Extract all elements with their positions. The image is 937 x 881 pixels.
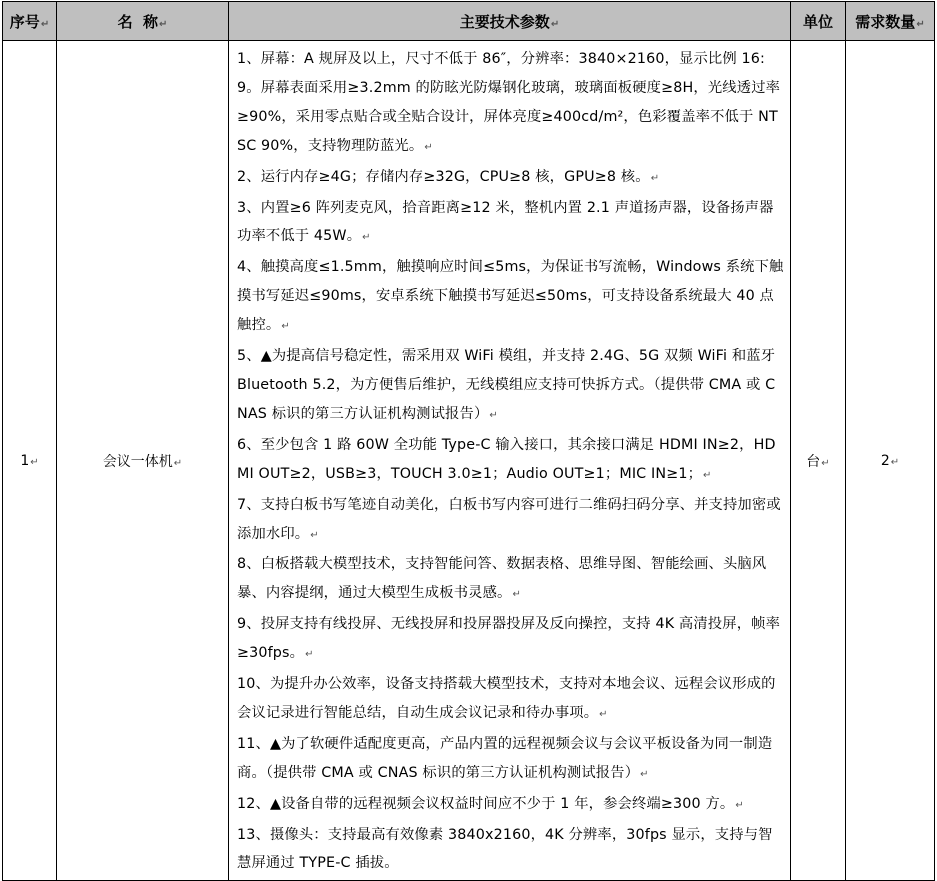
paragraph-mark-icon: ↵ <box>281 321 290 333</box>
cell-name: 会议一体机↵ <box>57 41 229 881</box>
paragraph-mark-icon: ↵ <box>599 708 608 720</box>
paragraph-mark-icon: ↵ <box>916 18 925 30</box>
param-item: 13、摄像头：支持最高有效像素 3840x2160，4K 分辨率，30fps 显示，支持与智慧屏通过 TYPE-C 插拔。 <box>237 826 773 872</box>
param-item: 7、支持白板书写笔迹自动美化，白板书写内容可进行二维码扫码分享、并支持加密或添加水印。↵ <box>237 496 781 542</box>
spec-table <box>2 1 935 881</box>
cell-params <box>229 41 791 881</box>
param-item: 1、屏幕：A 规屏及以上，尺寸不低于 86″，分辨率：3840×2160，显示比例 16:9。屏幕表面采用≥3.2mm 的防眩光防爆钢化玻璃，玻璃面板硬度≥8H，光线透过率≥90%，采用零点贴合或全贴合设计，屏体亮度≥400cd/m²，色彩覆盖率不低于 NTSC 90%，支持物理防蓝光。↵ <box>237 51 781 154</box>
paragraph-mark-icon: ↵ <box>489 409 498 421</box>
paragraph-mark-icon: ↵ <box>650 172 660 184</box>
header-seq: 序号↵ <box>3 2 57 41</box>
paragraph-mark-icon: ↵ <box>30 456 39 468</box>
param-item: 6、至少包含 1 路 60W 全功能 Type-C 输入接口，其余接口满足 HDMI IN≥2，HDMI OUT≥2，USB≥3，TOUCH 3.0≥1；Audio OUT≥1；MIC IN≥1；↵ <box>237 436 776 482</box>
paragraph-mark-icon: ↵ <box>173 457 183 469</box>
header-name: 名 称↵ <box>57 2 229 41</box>
header-row <box>3 2 935 41</box>
cell-unit: 台↵ <box>791 41 846 881</box>
paragraph-mark-icon: ↵ <box>735 799 744 811</box>
cell-seq: 1↵ <box>3 41 57 881</box>
paragraph-mark-icon: ↵ <box>424 141 433 153</box>
header-params: 主要技术参数↵ <box>229 2 791 41</box>
paragraph-mark-icon: ↵ <box>305 649 314 661</box>
paragraph-mark-icon: ↵ <box>512 589 522 601</box>
param-item: 9、投屏支持有线投屏、无线投屏和投屏器投屏及反向操控，支持 4K 高清投屏，帧率≥30fps。↵ <box>237 616 781 662</box>
paragraph-mark-icon: ↵ <box>890 456 900 468</box>
header-qty: 需求数量↵ <box>846 2 935 41</box>
header-unit: 单位 <box>791 2 846 41</box>
param-item: 8、白板搭载大模型技术，支持智能问答、数据表格、思维导图、智能绘画、头脑风暴、内容提纲，通过大模型生成板书灵感。↵ <box>237 556 767 602</box>
paragraph-mark-icon: ↵ <box>310 529 319 541</box>
paragraph-mark-icon: ↵ <box>821 457 830 469</box>
table-row <box>3 41 935 881</box>
param-item: 5、▲为提高信号稳定性，需采用双 WiFi 模组，并支持 2.4G、5G 双频 WiFi 和蓝牙 Bluetooth 5.2，为方便售后维护，无线模组应支持可快拆方式。（提供带 CMA 或 CNAS 标识的第三方认证机构测试报告）↵ <box>237 348 776 422</box>
paragraph-mark-icon: ↵ <box>362 232 371 244</box>
param-item: 10、为提升办公效率，设备支持搭载大模型技术，支持对本地会议、远程会议形成的会议记录进行智能总结，自动生成会议记录和待办事项。↵ <box>237 676 776 721</box>
paragraph-mark-icon: ↵ <box>640 768 649 780</box>
cell-qty: 2↵ <box>846 41 935 881</box>
param-item: 2、运行内存≥4G；存储内存≥32G，CPU≥8 核，GPU≥8 核。↵ <box>237 168 660 185</box>
param-item: 3、内置≥6 阵列麦克风，拾音距离≥12 米，整机内置 2.1 声道扬声器，设备扬声器功率不低于 45W。↵ <box>237 199 774 245</box>
paragraph-mark-icon: ↵ <box>550 18 560 30</box>
param-item: 11、▲为了软硬件适配度更高，产品内置的远程视频会议与会议平板设备为同一制造商。（提供带 CMA 或 CNAS 标识的第三方认证机构测试报告）↵ <box>237 735 773 781</box>
paragraph-mark-icon: ↵ <box>40 18 50 30</box>
paragraph-mark-icon: ↵ <box>159 18 168 30</box>
param-item: 4、触摸高度≤1.5mm，触摸响应时间≤5ms，为保证书写流畅，Windows 系统下触摸书写延迟≤90ms，安卓系统下触摸书写延迟≤50ms，可支持设备系统最大 40 点触控。↵ <box>237 259 784 334</box>
param-item: 12、▲设备自带的远程视频会议权益时间应不少于 1 年，参会终端≥300 方。↵ <box>237 795 744 812</box>
paragraph-mark-icon: ↵ <box>703 469 712 481</box>
